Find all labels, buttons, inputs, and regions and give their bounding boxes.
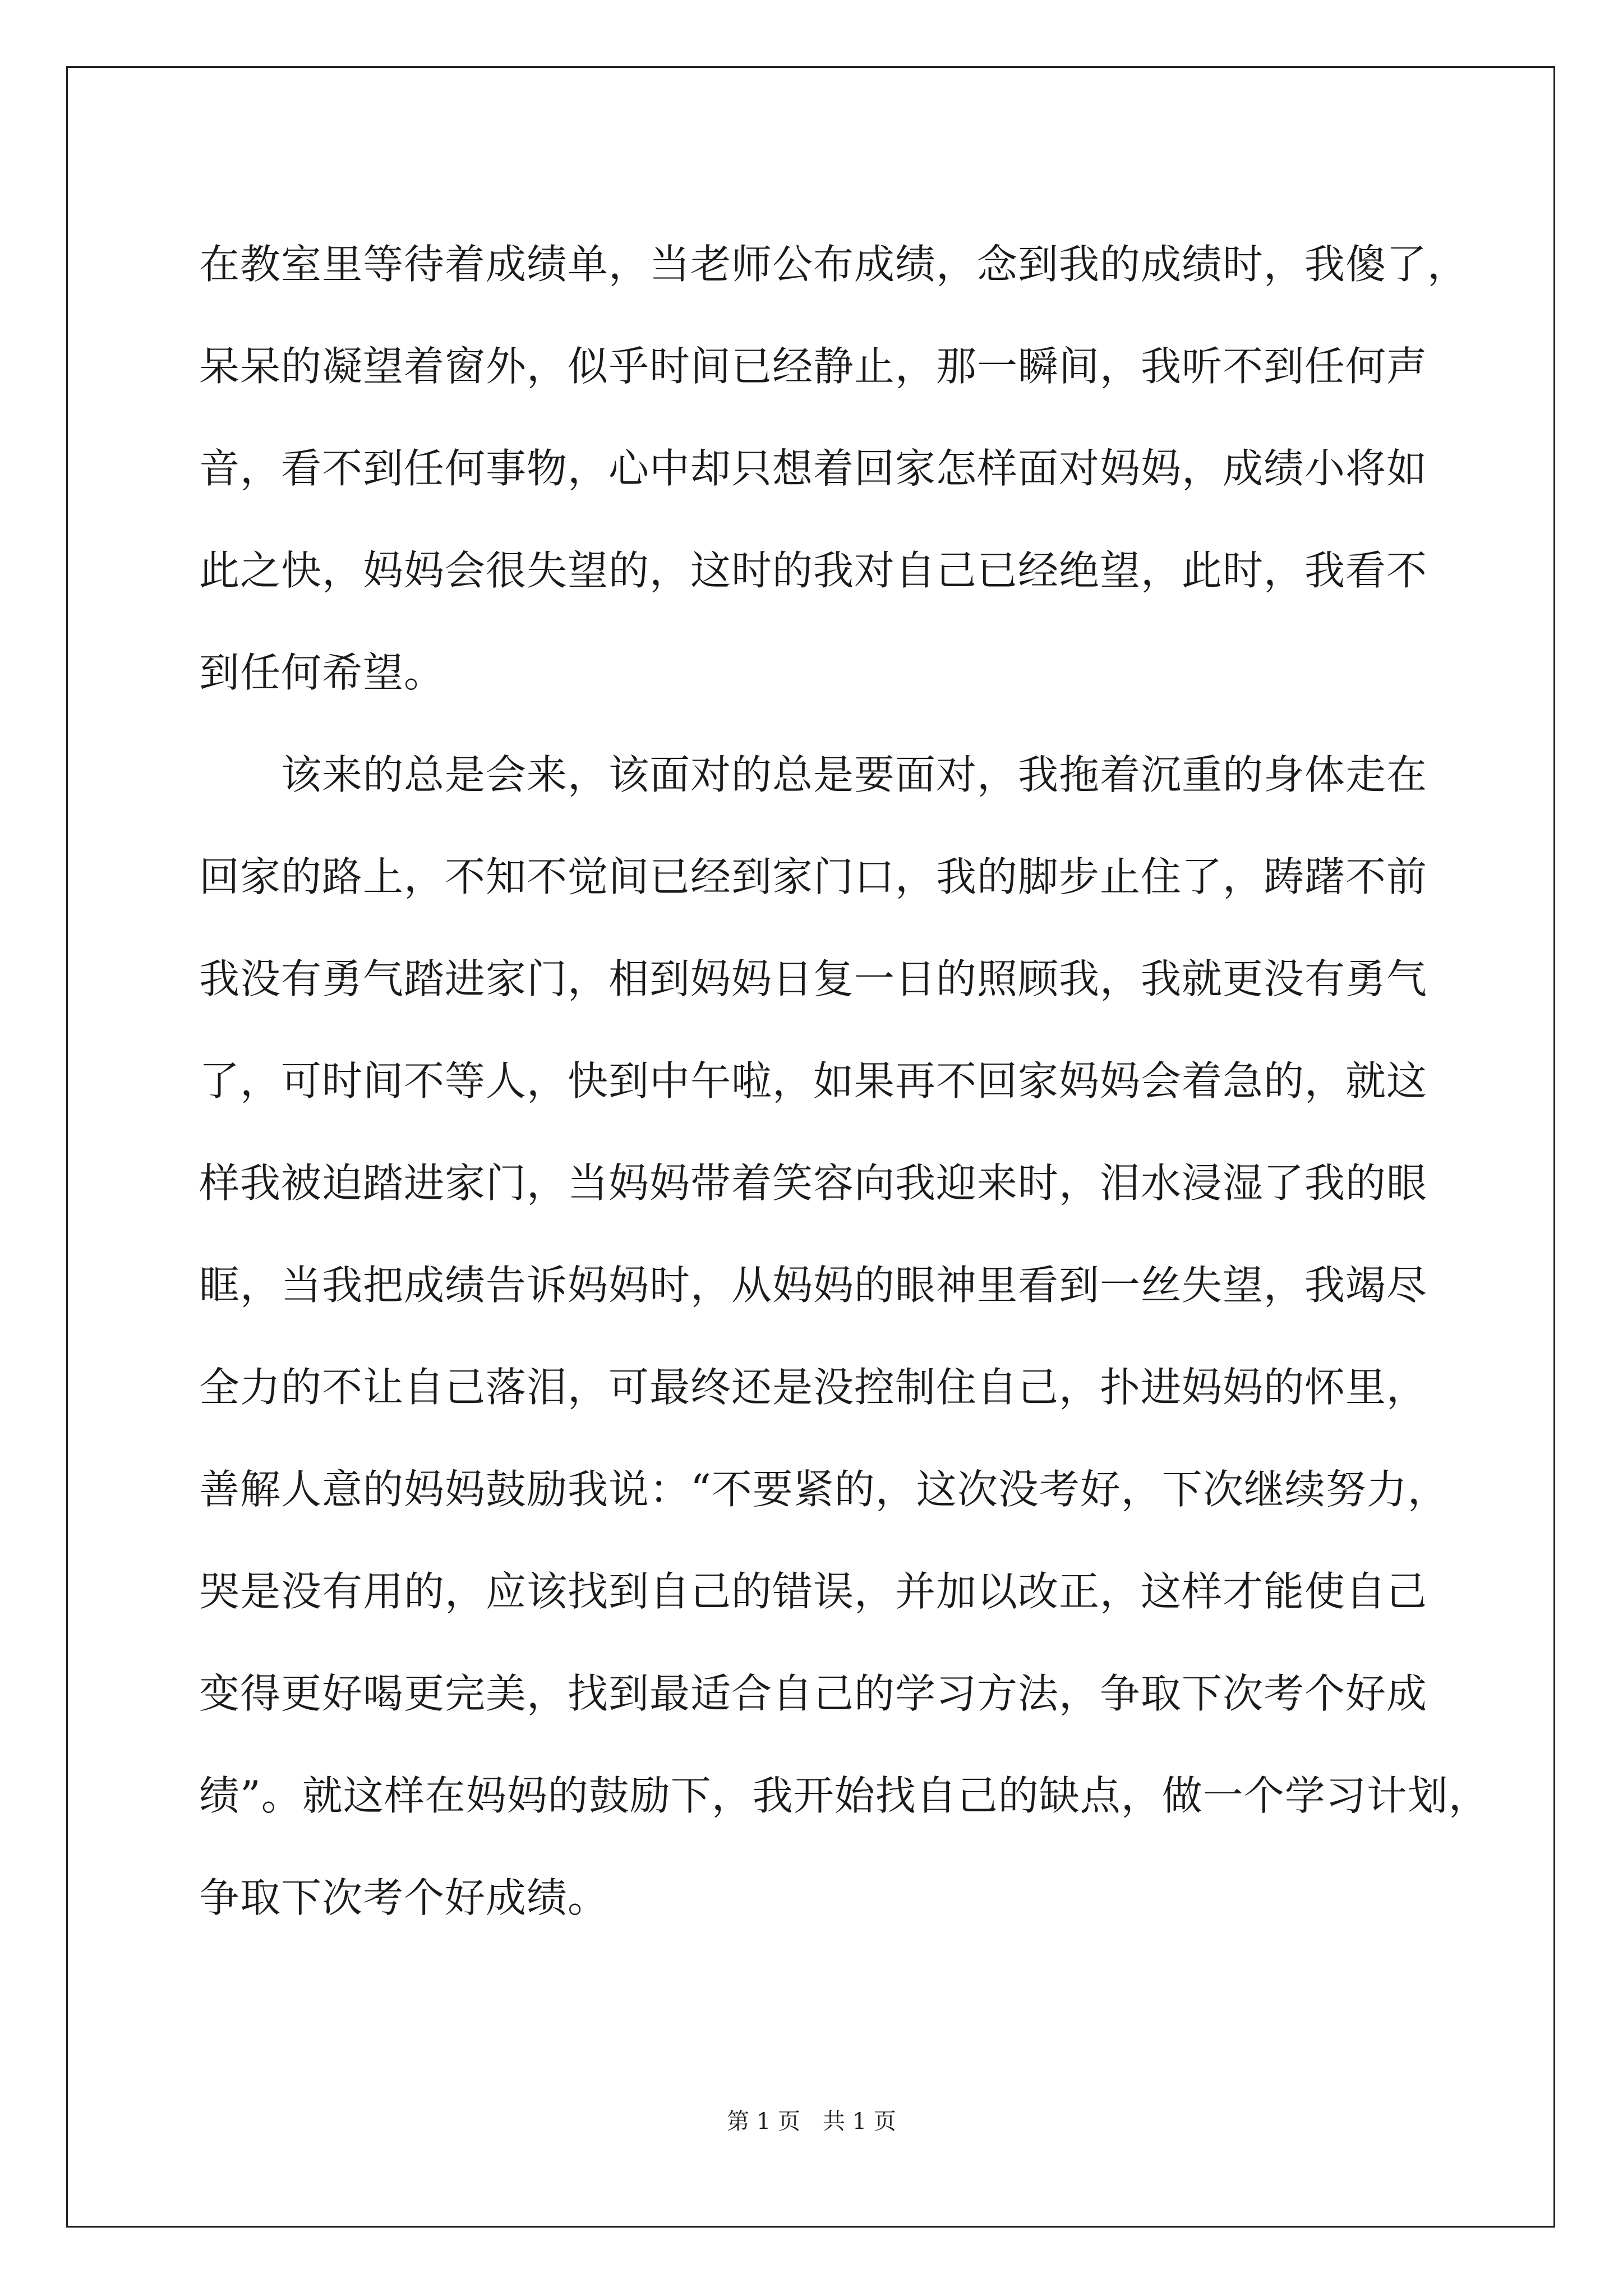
text-line: 样我被迫踏进家门，当妈妈带着笑容向我迎来时，泪水浸湿了我的眼 — [199, 1159, 1428, 1207]
text-line: 争取下次考个好成绩。 — [199, 1874, 609, 1921]
text-line: 全力的不让自己落泪，可最终还是没控制住自己，扑进妈妈的怀里， — [199, 1364, 1428, 1411]
text-line: 我没有勇气踏进家门，相到妈妈日复一日的照顾我，我就更没有勇气 — [199, 955, 1428, 1002]
text-line: 回家的路上，不知不觉间已经到家门口，我的脚步止住了，踌躇不前 — [199, 853, 1428, 900]
text-line: 善解人意的妈妈鼓励我说：“不要紧的，这次没考好，下次继续努力， — [199, 1466, 1449, 1513]
page-number: 第 1 页 共 1 页 — [727, 2109, 896, 2134]
text-line: 到任何希望。 — [199, 649, 445, 696]
text-line: 了，可时间不等人，快到中午啦，如果再不回家妈妈会着急的，就这 — [199, 1057, 1428, 1105]
text-line: 眶，当我把成绩告诉妈妈时，从妈妈的眼神里看到一丝失望，我竭尽 — [199, 1262, 1428, 1309]
text-line: 变得更好喝更完美，找到最适合自己的学习方法，争取下次考个好成 — [199, 1670, 1428, 1717]
text-line: 该来的总是会来，该面对的总是要面对，我拖着沉重的身体走在 — [199, 751, 1428, 798]
text-line: 呆呆的凝望着窗外，似乎时间已经静止，那一瞬间，我听不到任何声 — [199, 343, 1428, 390]
text-line: 哭是没有用的，应该找到自己的错误，并加以改正，这样才能使自己 — [199, 1568, 1428, 1615]
text-line: 此之快，妈妈会很失望的，这时的我对自己已经绝望，此时，我看不 — [199, 547, 1428, 594]
text-line: 绩”。就这样在妈妈的鼓励下，我开始找自己的缺点，做一个学习计划， — [199, 1772, 1490, 1819]
document-body — [199, 213, 1490, 1949]
text-line: 音，看不到任何事物，心中却只想着回家怎样面对妈妈，成绩小将如 — [199, 445, 1428, 492]
text-line: 在教室里等待着成绩单，当老师公布成绩，念到我的成绩时，我傻了， — [199, 241, 1469, 288]
